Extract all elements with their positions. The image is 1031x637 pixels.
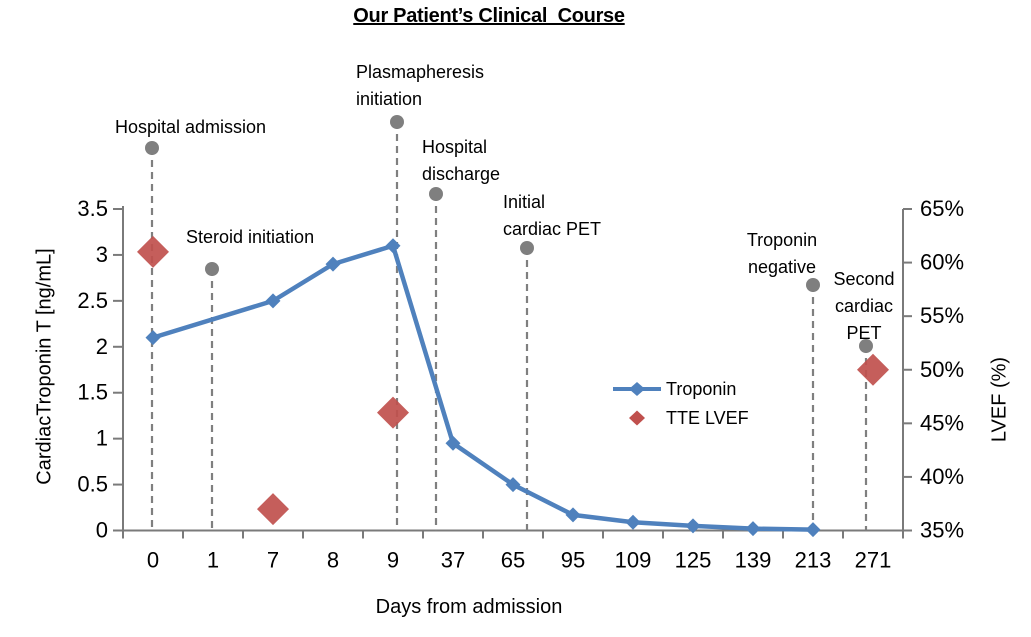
right-axis-title: LVEF (%) [988, 356, 1011, 443]
right-axis-tick-label: 50% [920, 356, 965, 382]
left-axis-tick-label: 3.5 [77, 196, 108, 221]
x-axis-tick-label: 0 [146, 547, 160, 573]
annotation-text-line: Initial [503, 192, 546, 212]
x-axis-tick-label: 95 [560, 547, 586, 573]
x-axis-tick-label: 271 [854, 547, 892, 573]
right-axis-tick-label: 45% [920, 410, 965, 436]
annotation-dot [429, 187, 443, 201]
left-axis-title: CardiacTroponin T [ng/mL] [33, 248, 56, 485]
annotation-second-cardiac-pet [754, 266, 974, 347]
annotation-text-line: cardiac PET [503, 219, 602, 239]
troponin-marker [626, 515, 641, 530]
right-axis-tick-label: 35% [920, 517, 965, 543]
left-axis-tick-label: 1 [95, 425, 108, 451]
left-axis-tick-label: 0 [95, 517, 108, 543]
legend-diamond-icon [629, 411, 645, 426]
annotation-text-line: Hospital admission [115, 117, 267, 137]
tte-lvef-marker [857, 354, 889, 386]
chart-title: Our Patient’s Clinical Course [353, 5, 625, 27]
x-axis-tick-label: 109 [614, 547, 652, 573]
right-axis-tick-label: 65% [920, 196, 965, 221]
x-axis-tick-label: 139 [734, 547, 772, 573]
legend [612, 380, 749, 438]
annotation-hospital-discharge [422, 134, 500, 188]
annotation-text-line: Steroid initiation [186, 227, 315, 247]
x-axis-tick-label: 9 [386, 547, 400, 573]
x-axis-tick-label: 1 [206, 547, 220, 573]
annotation-dot [205, 262, 219, 276]
troponin-marker [386, 238, 401, 253]
annotation-text-line: Troponin [746, 230, 818, 250]
annotation-text-line: Hospital [422, 137, 488, 157]
x-axis-tick-label: 213 [794, 547, 832, 573]
x-axis-tick-label: 65 [500, 547, 526, 573]
annotation-text-line: discharge [422, 164, 501, 184]
annotation-text-line: Plasmapheresis [356, 62, 485, 82]
tte-lvef-marker [137, 236, 169, 268]
legend-item-tte-lvef [612, 409, 749, 427]
legend-item-troponin [612, 380, 749, 398]
x-axis-tick-label: 37 [440, 547, 466, 573]
left-axis-tick-label: 0.5 [77, 471, 108, 497]
annotation-plasmapheresis-initiation [356, 59, 484, 113]
troponin-marker [146, 330, 161, 345]
legend-diamond-icon [629, 382, 645, 396]
left-axis-tick-label: 1.5 [77, 379, 108, 405]
annotation-text-line: negative [747, 257, 817, 277]
legend-label-tte-lvef: TTE LVEF [666, 407, 749, 428]
legend-label-troponin: Troponin [666, 378, 737, 399]
tte-lvef-marker [257, 493, 289, 525]
annotation-dot [145, 141, 159, 155]
x-axis-tick-label: 125 [674, 547, 712, 573]
left-axis-tick-label: 2 [95, 333, 108, 359]
troponin-marker [746, 521, 761, 536]
right-axis-tick-label: 60% [920, 249, 965, 275]
annotation-text-line: Second [833, 269, 895, 289]
tte-lvef-marker [377, 397, 409, 429]
left-axis-tick-label: 3 [95, 241, 108, 267]
right-axis-tick-label: 55% [920, 303, 965, 329]
annotation-initial-cardiac-pet [503, 189, 601, 243]
x-axis-tick-label: 8 [326, 547, 340, 573]
tte-lvef-diamond-marker-icon [612, 409, 662, 427]
left-axis-tick-label: 2.5 [77, 287, 108, 313]
annotation-dot [390, 115, 404, 129]
annotation-text-line: cardiac [834, 296, 894, 316]
annotation-dot [520, 241, 534, 255]
annotation-text-line: PET [846, 323, 882, 343]
x-axis-title: Days from admission [375, 596, 563, 618]
troponin-marker [806, 522, 821, 537]
annotation-text-line: initiation [356, 89, 423, 109]
troponin-marker [566, 507, 581, 522]
annotation-steroid-initiation [186, 224, 314, 251]
x-axis-tick-label: 7 [266, 547, 280, 573]
troponin-line-marker-icon [612, 380, 662, 398]
annotation-hospital-admission [115, 114, 266, 141]
right-axis-tick-label: 40% [920, 463, 965, 489]
